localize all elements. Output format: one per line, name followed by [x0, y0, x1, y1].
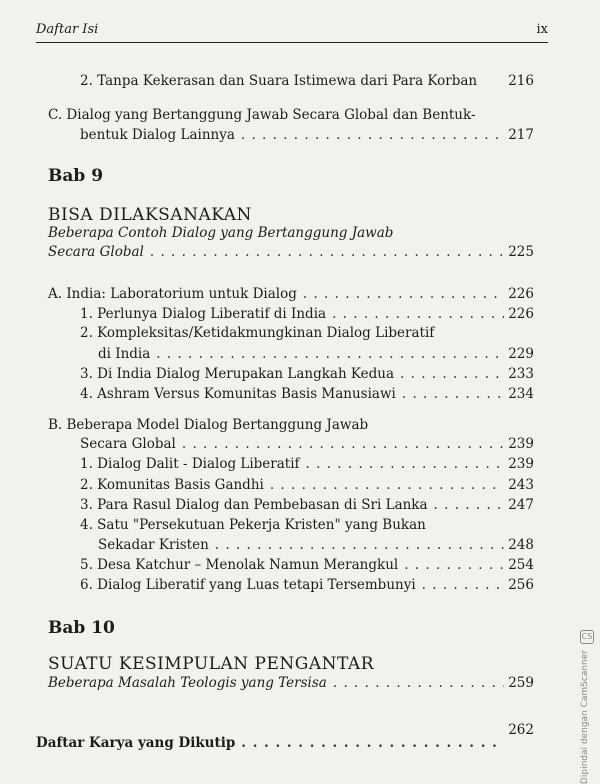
toc-page-number: 254	[508, 557, 534, 573]
dot-leader	[303, 286, 504, 302]
toc-entry-label: 1. Dialog Dalit - Dialog Liberatif	[80, 456, 300, 472]
dot-leader	[400, 366, 504, 382]
toc-entry-label: 3. Di India Dialog Merupakan Langkah Kedua	[80, 366, 395, 382]
dot-leader	[333, 675, 504, 691]
toc-entry[interactable]	[80, 127, 510, 143]
toc-section-c-line1[interactable]: C. Dialog yang Bertanggung Jawab Secara Global dan Bentuk-	[48, 107, 476, 123]
dot-leader	[306, 456, 504, 472]
toc-page-number: 234	[508, 386, 534, 402]
toc-page-number: 239	[508, 436, 534, 452]
dot-leader	[422, 577, 504, 593]
toc-page-number: 239	[508, 456, 534, 472]
toc-entry-label: Beberapa Masalah Teologis yang Tersisa	[48, 675, 327, 691]
toc-page-number: 216	[508, 73, 534, 89]
toc-entry[interactable]	[80, 436, 510, 452]
dot-leader	[215, 537, 504, 553]
toc-entry[interactable]	[98, 537, 510, 553]
chapter-heading: Bab 10	[48, 618, 115, 638]
toc-page-number: 256	[508, 577, 534, 593]
dot-leader	[182, 436, 504, 452]
toc-entry-label: Daftar Karya yang Dikutip	[36, 735, 236, 751]
toc-section-a[interactable]	[48, 286, 510, 302]
dot-leader	[150, 244, 504, 260]
chapter-title: BISA DILAKSANAKAN	[48, 205, 252, 225]
toc-entry-label: Secara Global	[48, 244, 144, 260]
toc-entry[interactable]	[80, 497, 510, 513]
toc-page-number: 225	[508, 244, 534, 260]
dot-leader	[332, 306, 504, 322]
chapter-subtitle-line1[interactable]: Beberapa Contoh Dialog yang Bertanggung Jawab	[48, 225, 394, 241]
toc-entry-label: bentuk Dialog Lainnya	[80, 127, 235, 143]
toc-page-number: 243	[508, 477, 534, 493]
toc-entry[interactable]	[80, 306, 510, 322]
header-section-title: Daftar Isi	[36, 22, 99, 37]
toc-entry-label: 1. Perlunya Dialog Liberatif di India	[80, 306, 327, 322]
scanner-watermark-text: Dipindai dengan CamScanner	[580, 650, 590, 784]
toc-entry-label: Secara Global	[80, 436, 176, 452]
toc-entry-label: 6. Dialog Liberatif yang Luas tetapi Tersembunyi	[80, 577, 416, 593]
toc-page-number: 217	[508, 127, 534, 143]
toc-entry[interactable]	[80, 366, 510, 382]
toc-entry[interactable]	[98, 346, 510, 362]
toc-entry[interactable]	[80, 557, 510, 573]
toc-page-number: 226	[508, 306, 534, 322]
chapter-heading: Bab 9	[48, 166, 104, 186]
toc-entry[interactable]	[80, 386, 510, 402]
page-header	[36, 22, 548, 43]
toc-page-number: 259	[508, 675, 534, 691]
toc-section-b-line1[interactable]: B. Beberapa Model Dialog Bertanggung Jawab	[48, 417, 369, 433]
toc-entry-references[interactable]	[36, 735, 510, 751]
toc-entry[interactable]	[80, 73, 510, 89]
toc-entry-label: 2. Tanpa Kekerasan dan Suara Istimewa dari Para Korban	[80, 73, 478, 89]
toc-entry-label: A. India: Laboratorium untuk Dialog	[48, 286, 297, 302]
toc-entry[interactable]	[80, 577, 510, 593]
toc-entry-label: 4. Ashram Versus Komunitas Basis Manusiawi	[80, 386, 396, 402]
toc-page-number: 248	[508, 537, 534, 553]
toc-page-number: 226	[508, 286, 534, 302]
toc-entry[interactable]	[80, 456, 510, 472]
chapter-title: SUATU KESIMPULAN PENGANTAR	[48, 654, 374, 674]
toc-entry-label: 3. Para Rasul Dialog dan Pembebasan di Sri Lanka	[80, 497, 428, 513]
toc-page-number: 247	[508, 497, 534, 513]
toc-entry-line1[interactable]: 2. Kompleksitas/Ketidakmungkinan Dialog Liberatif	[80, 325, 435, 341]
toc-entry[interactable]	[48, 675, 510, 691]
toc-entry[interactable]	[48, 244, 510, 260]
toc-page-number: 233	[508, 366, 534, 382]
dot-leader	[270, 477, 504, 493]
toc-entry[interactable]	[80, 477, 510, 493]
toc-entry-label: 5. Desa Katchur – Menolak Namun Merangkul	[80, 557, 399, 573]
toc-entry-label: Sekadar Kristen	[98, 537, 209, 553]
toc-page-number: 229	[508, 346, 534, 362]
toc-entry-label: 2. Komunitas Basis Gandhi	[80, 477, 264, 493]
dot-leader	[156, 346, 504, 362]
dot-leader	[404, 557, 504, 573]
dot-leader	[241, 735, 504, 751]
camscanner-logo-icon: CS	[580, 630, 594, 644]
toc-entry-label: di India	[98, 346, 151, 362]
toc-entry-line1[interactable]: 4. Satu "Persekutuan Pekerja Kristen" yang Bukan	[80, 517, 426, 533]
dot-leader	[241, 127, 504, 143]
scanner-watermark	[578, 630, 594, 784]
toc-page-number: 262	[508, 722, 534, 738]
header-page-number: ix	[536, 22, 548, 37]
dot-leader	[402, 386, 504, 402]
